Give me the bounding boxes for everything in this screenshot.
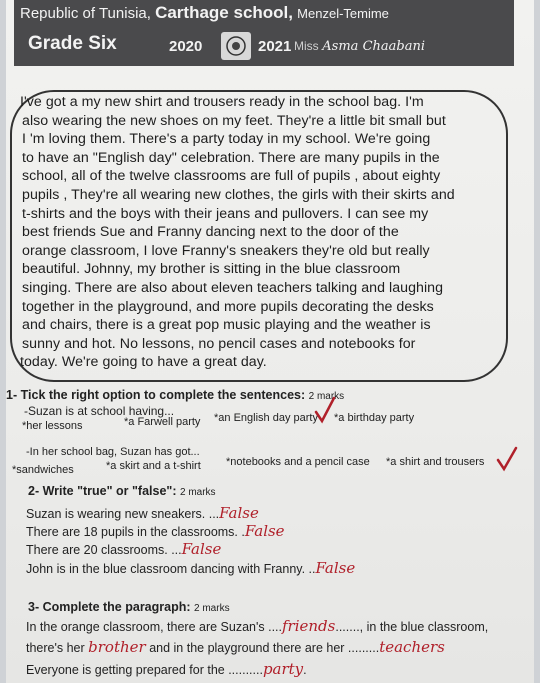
passage-line: singing. There are also about eleven teachers talking and laughing [22, 280, 444, 296]
passage-line: and chairs, there is a great pop music playing and the weather is [22, 317, 431, 334]
teacher-name: Asma Chaabani [322, 39, 425, 54]
q3-text: there's her [26, 641, 85, 655]
q3-line-1 [26, 617, 488, 635]
country-text: Republic of Tunisia, [20, 5, 151, 22]
school-logo-icon [221, 32, 251, 60]
teacher-line [294, 38, 425, 54]
q1-s2-option-4[interactable]: *a shirt and trousers [386, 456, 485, 468]
year-end: 2021 [258, 38, 292, 55]
passage-line: beautiful. Johnny, my brother is sitting in the blue classroom [22, 261, 401, 278]
q1-s1-option-2[interactable]: *a Farwell party [124, 416, 201, 428]
passage-line: I 'm loving them. There's a party today in my school. We're going [22, 131, 431, 148]
q2-item-1 [26, 504, 259, 522]
q1-s2-option-2[interactable]: *a skirt and a t-shirt [106, 460, 201, 472]
q2-statement: There are 18 pupils in the classrooms. . [26, 525, 245, 539]
q1-title [6, 388, 344, 402]
q2-answer: False [181, 540, 222, 558]
q3-marks: 2 marks [194, 603, 230, 614]
q3-line-3 [26, 660, 307, 678]
q3-text: Everyone is getting prepared for the .......... [26, 663, 263, 677]
q3-text: ......., in the blue classroom, [335, 620, 489, 634]
school-line [20, 3, 389, 23]
q1-marks: 2 marks [308, 391, 345, 402]
q3-text: In the orange classroom, there are Suzan's .... [26, 620, 282, 634]
q2-item-2 [26, 522, 285, 540]
q2-marks: 2 marks [180, 487, 216, 498]
passage-line: pupils , They're all wearing new clothes, the girls with their skirts and [22, 187, 455, 203]
passage-line: also wearing the new shoes on my feet. They're a little bit small but [22, 112, 446, 129]
q2-statement: John is in the blue classroom dancing with Franny. .. [26, 562, 316, 576]
passage-line: t-shirts and the boys with their jeans and pullovers. I can see my [22, 205, 429, 222]
grade-label: Grade Six [28, 33, 117, 54]
passage-line: today. We're going to have a great day. [20, 354, 267, 371]
q1-sentence-1: -Suzan is at school having... [24, 404, 175, 418]
passage-line: together in the playground, and more pupils decorating the desks [22, 298, 434, 315]
teacher-title: Miss [294, 39, 319, 53]
q3-text: and in the playground there are her ......... [149, 641, 380, 655]
q1-s1-option-4[interactable]: *a birthday party [334, 412, 415, 424]
passage-line: orange classroom, I love Franny's sneakers they're old but really [22, 242, 430, 259]
checkmark-icon [496, 446, 518, 472]
q2-title [28, 484, 216, 498]
q2-item-4 [26, 559, 355, 577]
passage-line: school, all of the twelve classrooms are full of pupils , about eighty [22, 168, 441, 185]
q1-s1-option-1[interactable]: *her lessons [22, 420, 83, 432]
q2-title-text: 2- Write "true" or "false": [28, 484, 177, 498]
q3-text: . [303, 663, 307, 677]
q1-s2-option-3[interactable]: *notebooks and a pencil case [226, 456, 370, 468]
q3-answer: brother [88, 638, 146, 656]
q3-answer: teachers [379, 638, 445, 656]
q3-answer: friends [282, 617, 336, 635]
q2-answer: False [315, 559, 356, 577]
q2-answer: False [244, 522, 285, 540]
q2-statement: Suzan is wearing new sneakers. ... [26, 507, 220, 521]
q1-s1-option-3[interactable]: *an English day party [214, 412, 318, 424]
passage-line: I've got a my new shirt and trousers ready in the school bag. I'm [20, 94, 424, 110]
town-text: Menzel-Temime [297, 6, 389, 21]
passage-line: best friends Sue and Franny dancing next to the door of the [22, 224, 399, 241]
q3-answer: party [262, 660, 304, 678]
year-start: 2020 [169, 38, 203, 55]
passage-line: sunny and hot. No lessons, no pencil cases and notebooks for [22, 335, 416, 352]
q3-title [28, 600, 230, 614]
worksheet-header [14, 0, 514, 66]
passage-line: to have an "English day" celebration. There are many pupils in the [22, 149, 440, 166]
q2-answer: False [219, 504, 259, 522]
checkmark-icon [314, 396, 336, 424]
school-name: Carthage school, [155, 3, 293, 22]
q2-item-3 [26, 540, 221, 558]
q1-title-text: Tick the right option to complete the sentences: [20, 388, 306, 402]
q1-number: 1- [6, 388, 18, 402]
q1-sentence-2: -In her school bag, Suzan has got... [26, 446, 200, 458]
q2-statement: There are 20 classrooms. ... [26, 543, 182, 557]
q3-line-2 [26, 638, 445, 656]
q1-s2-option-1[interactable]: *sandwiches [12, 464, 74, 476]
q3-title-text: 3- Complete the paragraph: [28, 600, 191, 614]
